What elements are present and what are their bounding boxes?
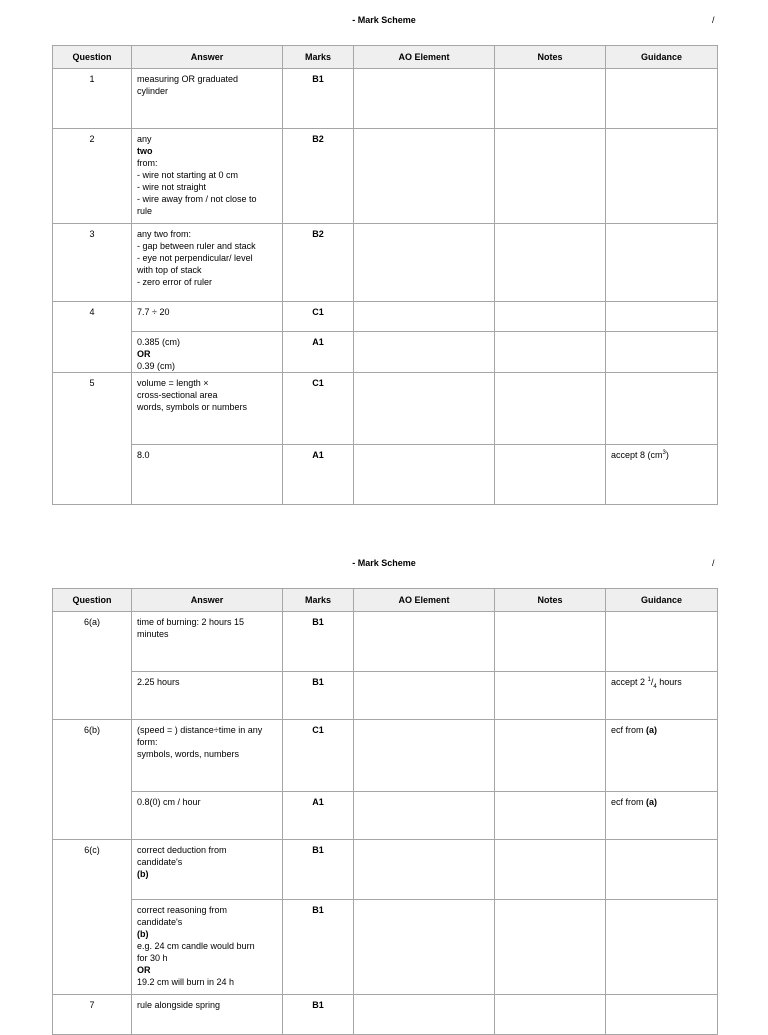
ao-element-cell: [354, 995, 495, 1035]
column-header: AO Element: [354, 46, 495, 69]
answer-line: correct deduction from: [137, 845, 227, 855]
marks-cell: C1: [283, 302, 354, 332]
guidance-cell: [606, 332, 718, 373]
answer-line: measuring OR graduated: [137, 74, 239, 84]
column-header: Notes: [495, 589, 606, 612]
answer-cell: 8.0: [132, 445, 283, 505]
marks-cell: B2: [283, 129, 354, 224]
notes-cell: [495, 332, 606, 373]
question-number: 5: [53, 373, 132, 505]
ao-element-cell: [354, 672, 495, 720]
ao-element-cell: [354, 302, 495, 332]
answer-cell: [132, 840, 283, 900]
guidance-cell: [606, 612, 718, 672]
question-number: 6(a): [53, 612, 132, 720]
marks-cell: B1: [283, 995, 354, 1035]
answer-line: for 30 h: [137, 953, 168, 963]
answer-line: - wire away from / not close to: [137, 194, 257, 204]
answer-line: volume = length ×: [137, 378, 209, 388]
answer-cell: [132, 129, 283, 224]
answer-line: candidate's (b): [137, 917, 183, 939]
notes-cell: [495, 445, 606, 505]
answer-cell: 2.25 hours: [132, 672, 283, 720]
marks-cell: A1: [283, 792, 354, 840]
column-header: Marks: [283, 46, 354, 69]
question-number: 7: [53, 995, 132, 1035]
answer-line: - zero error of ruler: [137, 277, 213, 287]
table-row: [53, 224, 718, 302]
marks-cell: B1: [283, 840, 354, 900]
guidance-cell: [606, 995, 718, 1035]
ao-element-cell: [354, 792, 495, 840]
answer-cell: 7.7 ÷ 20: [132, 302, 283, 332]
notes-cell: [495, 129, 606, 224]
header-title: - Mark Scheme: [352, 15, 416, 25]
table-row: [53, 792, 718, 840]
question-number: 2: [53, 129, 132, 224]
marks-cell: B1: [283, 612, 354, 672]
table-row: [53, 302, 718, 332]
column-header: Marks: [283, 589, 354, 612]
table-row: [53, 69, 718, 129]
notes-cell: [495, 672, 606, 720]
column-header: Notes: [495, 46, 606, 69]
answer-line: form:: [137, 737, 158, 747]
page-header: [0, 15, 768, 29]
answer-line: OR 19.2 cm will burn in 24 h: [137, 965, 235, 987]
column-header: Answer: [132, 46, 283, 69]
guidance-cell: [606, 69, 718, 129]
answer-line: (speed = ) distance÷time in any: [137, 725, 263, 735]
answer-cell: [132, 720, 283, 792]
table-row: [53, 332, 718, 373]
ao-element-cell: [354, 840, 495, 900]
guidance-cell: ecf from (a): [606, 792, 718, 840]
ao-element-cell: [354, 69, 495, 129]
answer-cell: [132, 900, 283, 995]
mark-scheme-table: [52, 588, 718, 1035]
notes-cell: [495, 224, 606, 302]
table-row: [53, 373, 718, 445]
column-header: Question: [53, 589, 132, 612]
ao-element-cell: [354, 612, 495, 672]
notes-cell: [495, 995, 606, 1035]
guidance-cell: [606, 129, 718, 224]
column-header: Answer: [132, 589, 283, 612]
table-row: [53, 672, 718, 720]
guidance-cell: ecf from (a): [606, 720, 718, 792]
ao-element-cell: [354, 445, 495, 505]
answer-line: candidate's (b): [137, 857, 183, 879]
marks-cell: C1: [283, 720, 354, 792]
answer-cell: rule alongside spring: [132, 995, 283, 1035]
guidance-cell: [606, 900, 718, 995]
notes-cell: [495, 840, 606, 900]
table-row: [53, 720, 718, 792]
answer-line: time of burning: 2 hours 15: [137, 617, 245, 627]
ao-element-cell: [354, 373, 495, 445]
ao-element-cell: [354, 332, 495, 373]
header-slash: /: [712, 15, 715, 25]
table-header-row: [53, 46, 718, 69]
answer-cell: [132, 224, 283, 302]
table-row: [53, 129, 718, 224]
ao-element-cell: [354, 129, 495, 224]
marks-cell: B1: [283, 900, 354, 995]
answer-line: with top of stack: [137, 265, 202, 275]
answer-line: any two from:: [137, 229, 192, 239]
answer-cell: [132, 612, 283, 672]
marks-cell: B1: [283, 672, 354, 720]
notes-cell: [495, 720, 606, 792]
answer-line: - wire not straight: [137, 182, 207, 192]
marks-cell: B1: [283, 69, 354, 129]
answer-line: correct reasoning from: [137, 905, 228, 915]
guidance-cell: accept 8 $(cm^3)$: [606, 445, 718, 505]
answer-line: symbols, words, numbers: [137, 749, 240, 759]
marks-cell: A1: [283, 445, 354, 505]
marks-cell: A1: [283, 332, 354, 373]
answer-line: - gap between ruler and stack: [137, 241, 256, 251]
guidance-cell: [606, 224, 718, 302]
page-header: [0, 558, 768, 572]
answer-cell: 0.8(0) cm / hour: [132, 792, 283, 840]
answer-line: words, symbols or numbers: [137, 402, 248, 412]
table-row: [53, 995, 718, 1035]
mark-scheme-table: [52, 45, 718, 505]
question-number: 3: [53, 224, 132, 302]
guidance-cell: [606, 840, 718, 900]
column-header: Guidance: [606, 589, 718, 612]
header-title: - Mark Scheme: [352, 558, 416, 568]
question-number: 6(b): [53, 720, 132, 840]
notes-cell: [495, 792, 606, 840]
answer-line: cylinder: [137, 86, 169, 96]
notes-cell: [495, 612, 606, 672]
ao-element-cell: [354, 900, 495, 995]
marks-cell: B2: [283, 224, 354, 302]
question-number: 4: [53, 302, 132, 373]
question-number: 6(c): [53, 840, 132, 995]
answer-cell: [132, 373, 283, 445]
table-row: [53, 840, 718, 900]
answer-line: - wire not starting at 0 cm: [137, 170, 239, 180]
column-header: Question: [53, 46, 132, 69]
answer-line: - eye not perpendicular/ level: [137, 253, 253, 263]
answer-line: cross-sectional area: [137, 390, 218, 400]
notes-cell: [495, 373, 606, 445]
marks-cell: C1: [283, 373, 354, 445]
ao-element-cell: [354, 720, 495, 792]
column-header: Guidance: [606, 46, 718, 69]
answer-cell: [132, 69, 283, 129]
answer-line: any two from:: [137, 134, 158, 168]
table-row: [53, 445, 718, 505]
answer-cell: 0.385 (cm) OR 0.39 (cm): [132, 332, 283, 373]
table-row: [53, 900, 718, 995]
table-header-row: [53, 589, 718, 612]
answer-line: e.g. 24 cm candle would burn: [137, 941, 255, 951]
ao-element-cell: [354, 224, 495, 302]
guidance-cell: [606, 373, 718, 445]
notes-cell: [495, 900, 606, 995]
table-row: [53, 612, 718, 672]
guidance-cell: [606, 302, 718, 332]
notes-cell: [495, 302, 606, 332]
header-slash: /: [712, 558, 715, 568]
guidance-cell: accept 2 $^1/_4$ hours: [606, 672, 718, 720]
notes-cell: [495, 69, 606, 129]
answer-line: minutes: [137, 629, 169, 639]
question-number: 1: [53, 69, 132, 129]
answer-line: rule: [137, 206, 153, 216]
column-header: AO Element: [354, 589, 495, 612]
